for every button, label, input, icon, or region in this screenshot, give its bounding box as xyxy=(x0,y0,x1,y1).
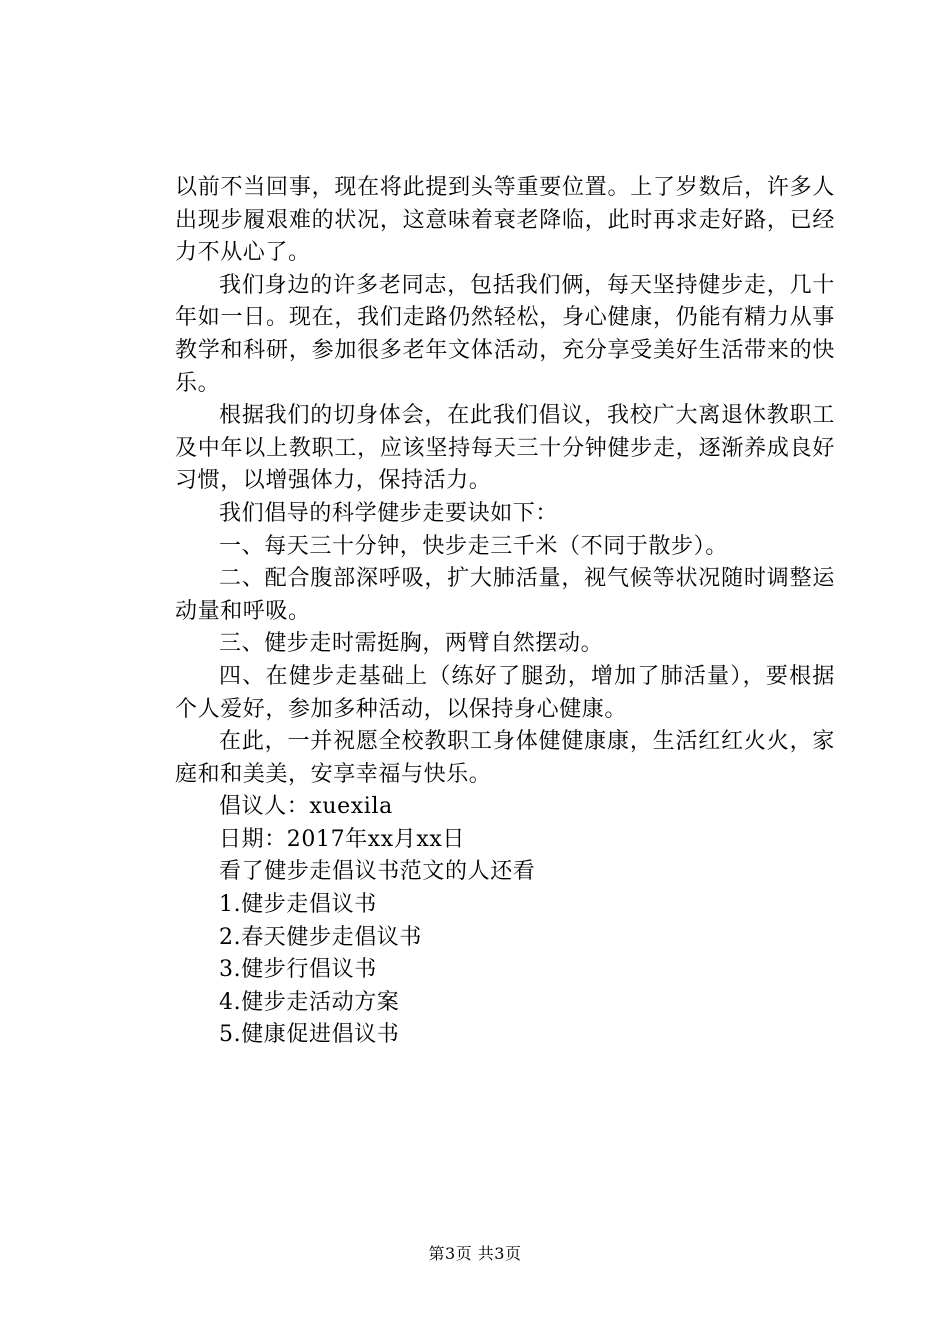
related-link-2[interactable]: 2.春天健步走倡议书 xyxy=(219,924,422,950)
related-link-5[interactable]: 5.健康促进倡议书 xyxy=(219,1022,400,1048)
document-body xyxy=(175,172,835,1052)
paragraph-tip-3: 三、健步走时需挺胸，两臂自然摆动。 xyxy=(219,631,604,657)
paragraph-proposal: 根据我们的切身体会，在此我们倡议，我校广大离退休教职工及中年以上教职工，应该坚持每天三十分钟健步走，逐渐养成良好习惯，以增强体力，保持活力。 xyxy=(175,403,835,494)
paragraph-experience: 我们身边的许多老同志，包括我们俩，每天坚持健步走，几十年如一日。现在，我们走路仍然轻松，身心健康，仍能有精力从事教学和科研，参加很多老年文体活动，充分享受美好生活带来的快乐。 xyxy=(175,272,835,396)
paragraph-tip-1: 一、每天三十分钟，快步走三千米（不同于散步）。 xyxy=(219,533,728,559)
paragraph-wishes: 在此，一并祝愿全校教职工身体健健康康，生活红红火火，家庭和和美美，安享幸福与快乐。 xyxy=(175,729,835,787)
paragraph-tips-intro: 我们倡导的科学健步走要诀如下： xyxy=(219,500,559,526)
date-line: 日期：2017年xx月xx日 xyxy=(219,826,466,852)
paragraph-tip-2: 二、配合腹部深呼吸，扩大肺活量，视气候等状况随时调整运动量和呼吸。 xyxy=(175,566,835,624)
related-heading: 看了健步走倡议书范文的人还看 xyxy=(219,859,536,885)
signature-line: 倡议人：xuexila xyxy=(219,794,393,820)
related-link-1[interactable]: 1.健步走倡议书 xyxy=(219,892,377,918)
related-list xyxy=(175,889,835,1052)
paragraph-tip-4: 四、在健步走基础上（练好了腿劲，增加了肺活量），要根据个人爱好，参加多种活动，以保持身心健康。 xyxy=(175,663,835,722)
related-link-3[interactable]: 3.健步行倡议书 xyxy=(219,957,377,983)
paragraph-continuation: 以前不当回事，现在将此提到头等重要位置。上了岁数后，许多人出现步履艰难的状况，这意味着衰老降临，此时再求走好路，已经力不从心了。 xyxy=(175,175,835,266)
page-footer: 第3页 共3页 xyxy=(428,1244,522,1263)
related-link-4[interactable]: 4.健步走活动方案 xyxy=(219,989,400,1015)
